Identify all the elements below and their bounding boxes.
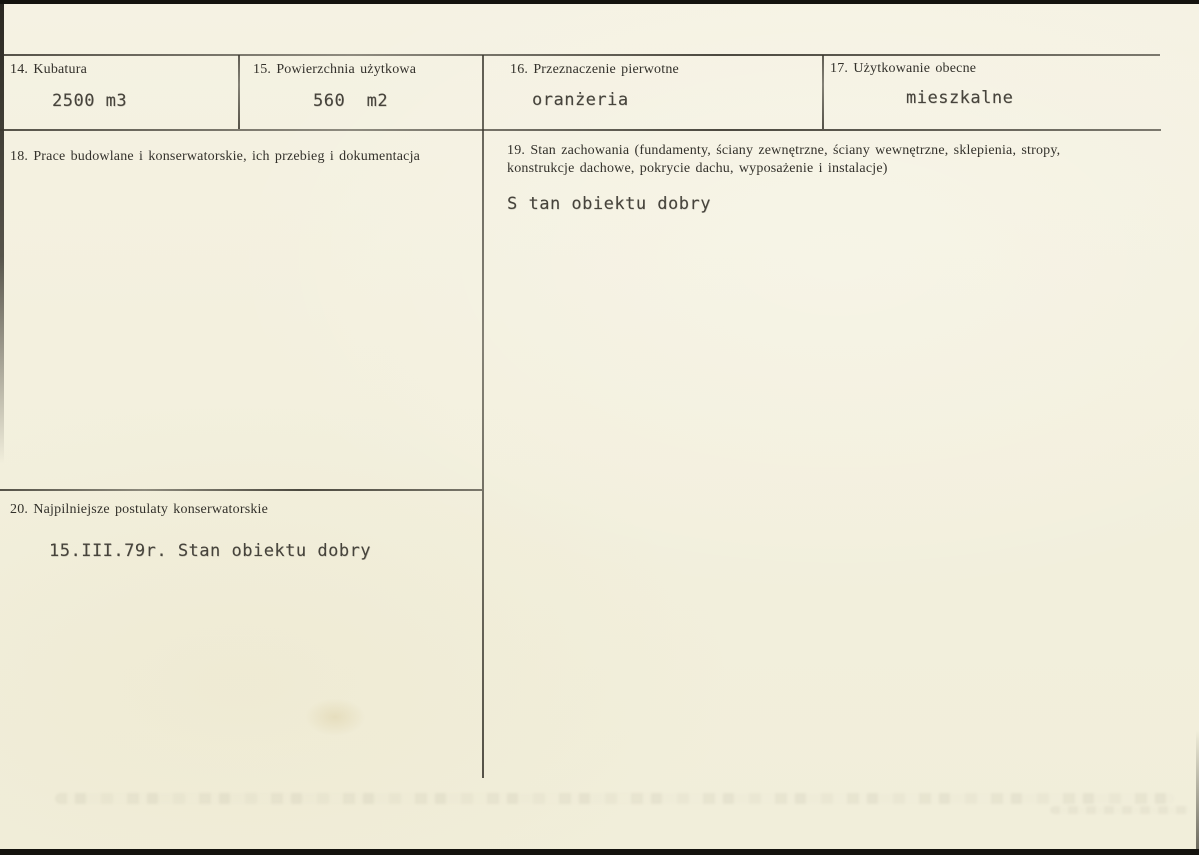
- divider-field16-field17: [822, 55, 824, 129]
- field19-number: 19.: [507, 143, 526, 158]
- field14-label: [10, 61, 87, 79]
- ink-showthrough-smudge-right: [1050, 806, 1190, 814]
- ink-showthrough-smudge: [55, 793, 1175, 804]
- field16-label-text: Przeznaczenie pierwotne: [533, 62, 679, 77]
- field15-value: 560 m2: [313, 91, 389, 111]
- field15-number: 15.: [253, 62, 272, 77]
- field14-label-text: Kubatura: [33, 62, 88, 77]
- field19-value: S tan obiektu dobry: [507, 194, 711, 214]
- rule-row2: [0, 129, 1161, 131]
- field14-value: 2500 m3: [52, 91, 128, 111]
- scan-edge-top: [0, 0, 1199, 4]
- divider-field14-field15: [238, 55, 240, 129]
- rule-row3: [0, 489, 482, 491]
- field16-label: [510, 61, 679, 79]
- field16-value: oranżeria: [532, 90, 629, 110]
- field16-number: 16.: [510, 62, 529, 77]
- paper-stain: [295, 692, 375, 742]
- field20-number: 20.: [10, 502, 29, 517]
- field18-label: [10, 148, 472, 166]
- rule-top: [4, 54, 1160, 56]
- field18-label-text: Prace budowlane i konserwatorskie, ich przebieg i dokumentacja: [33, 149, 421, 164]
- field15-label: [253, 61, 416, 79]
- field18-number: 18.: [10, 149, 29, 164]
- field20-label-text: Najpilniejsze postulaty konserwatorskie: [33, 502, 269, 517]
- field17-label: [830, 60, 976, 78]
- field19-label: [507, 142, 1079, 178]
- field17-label-text: Użytkowanie obecne: [853, 61, 977, 76]
- divider-main-vertical: [482, 55, 484, 778]
- field20-label: [10, 501, 268, 519]
- field20-value: 15.III.79r. Stan obiektu dobry: [49, 541, 372, 561]
- field17-value: mieszkalne: [906, 88, 1014, 108]
- field15-label-text: Powierzchnia użytkowa: [276, 62, 417, 77]
- field14-number: 14.: [10, 62, 29, 77]
- scan-edge-bottom: [0, 849, 1199, 855]
- field19-label-text: Stan zachowania (fundamenty, ściany zewnętrzne, ściany wewnętrzne, sklepienia, stropy, konstrukcje dachowe, pokrycie dachu, wyposażenie i instalacje): [507, 143, 1061, 176]
- scan-edge-left: [0, 4, 4, 464]
- field17-number: 17.: [830, 61, 849, 76]
